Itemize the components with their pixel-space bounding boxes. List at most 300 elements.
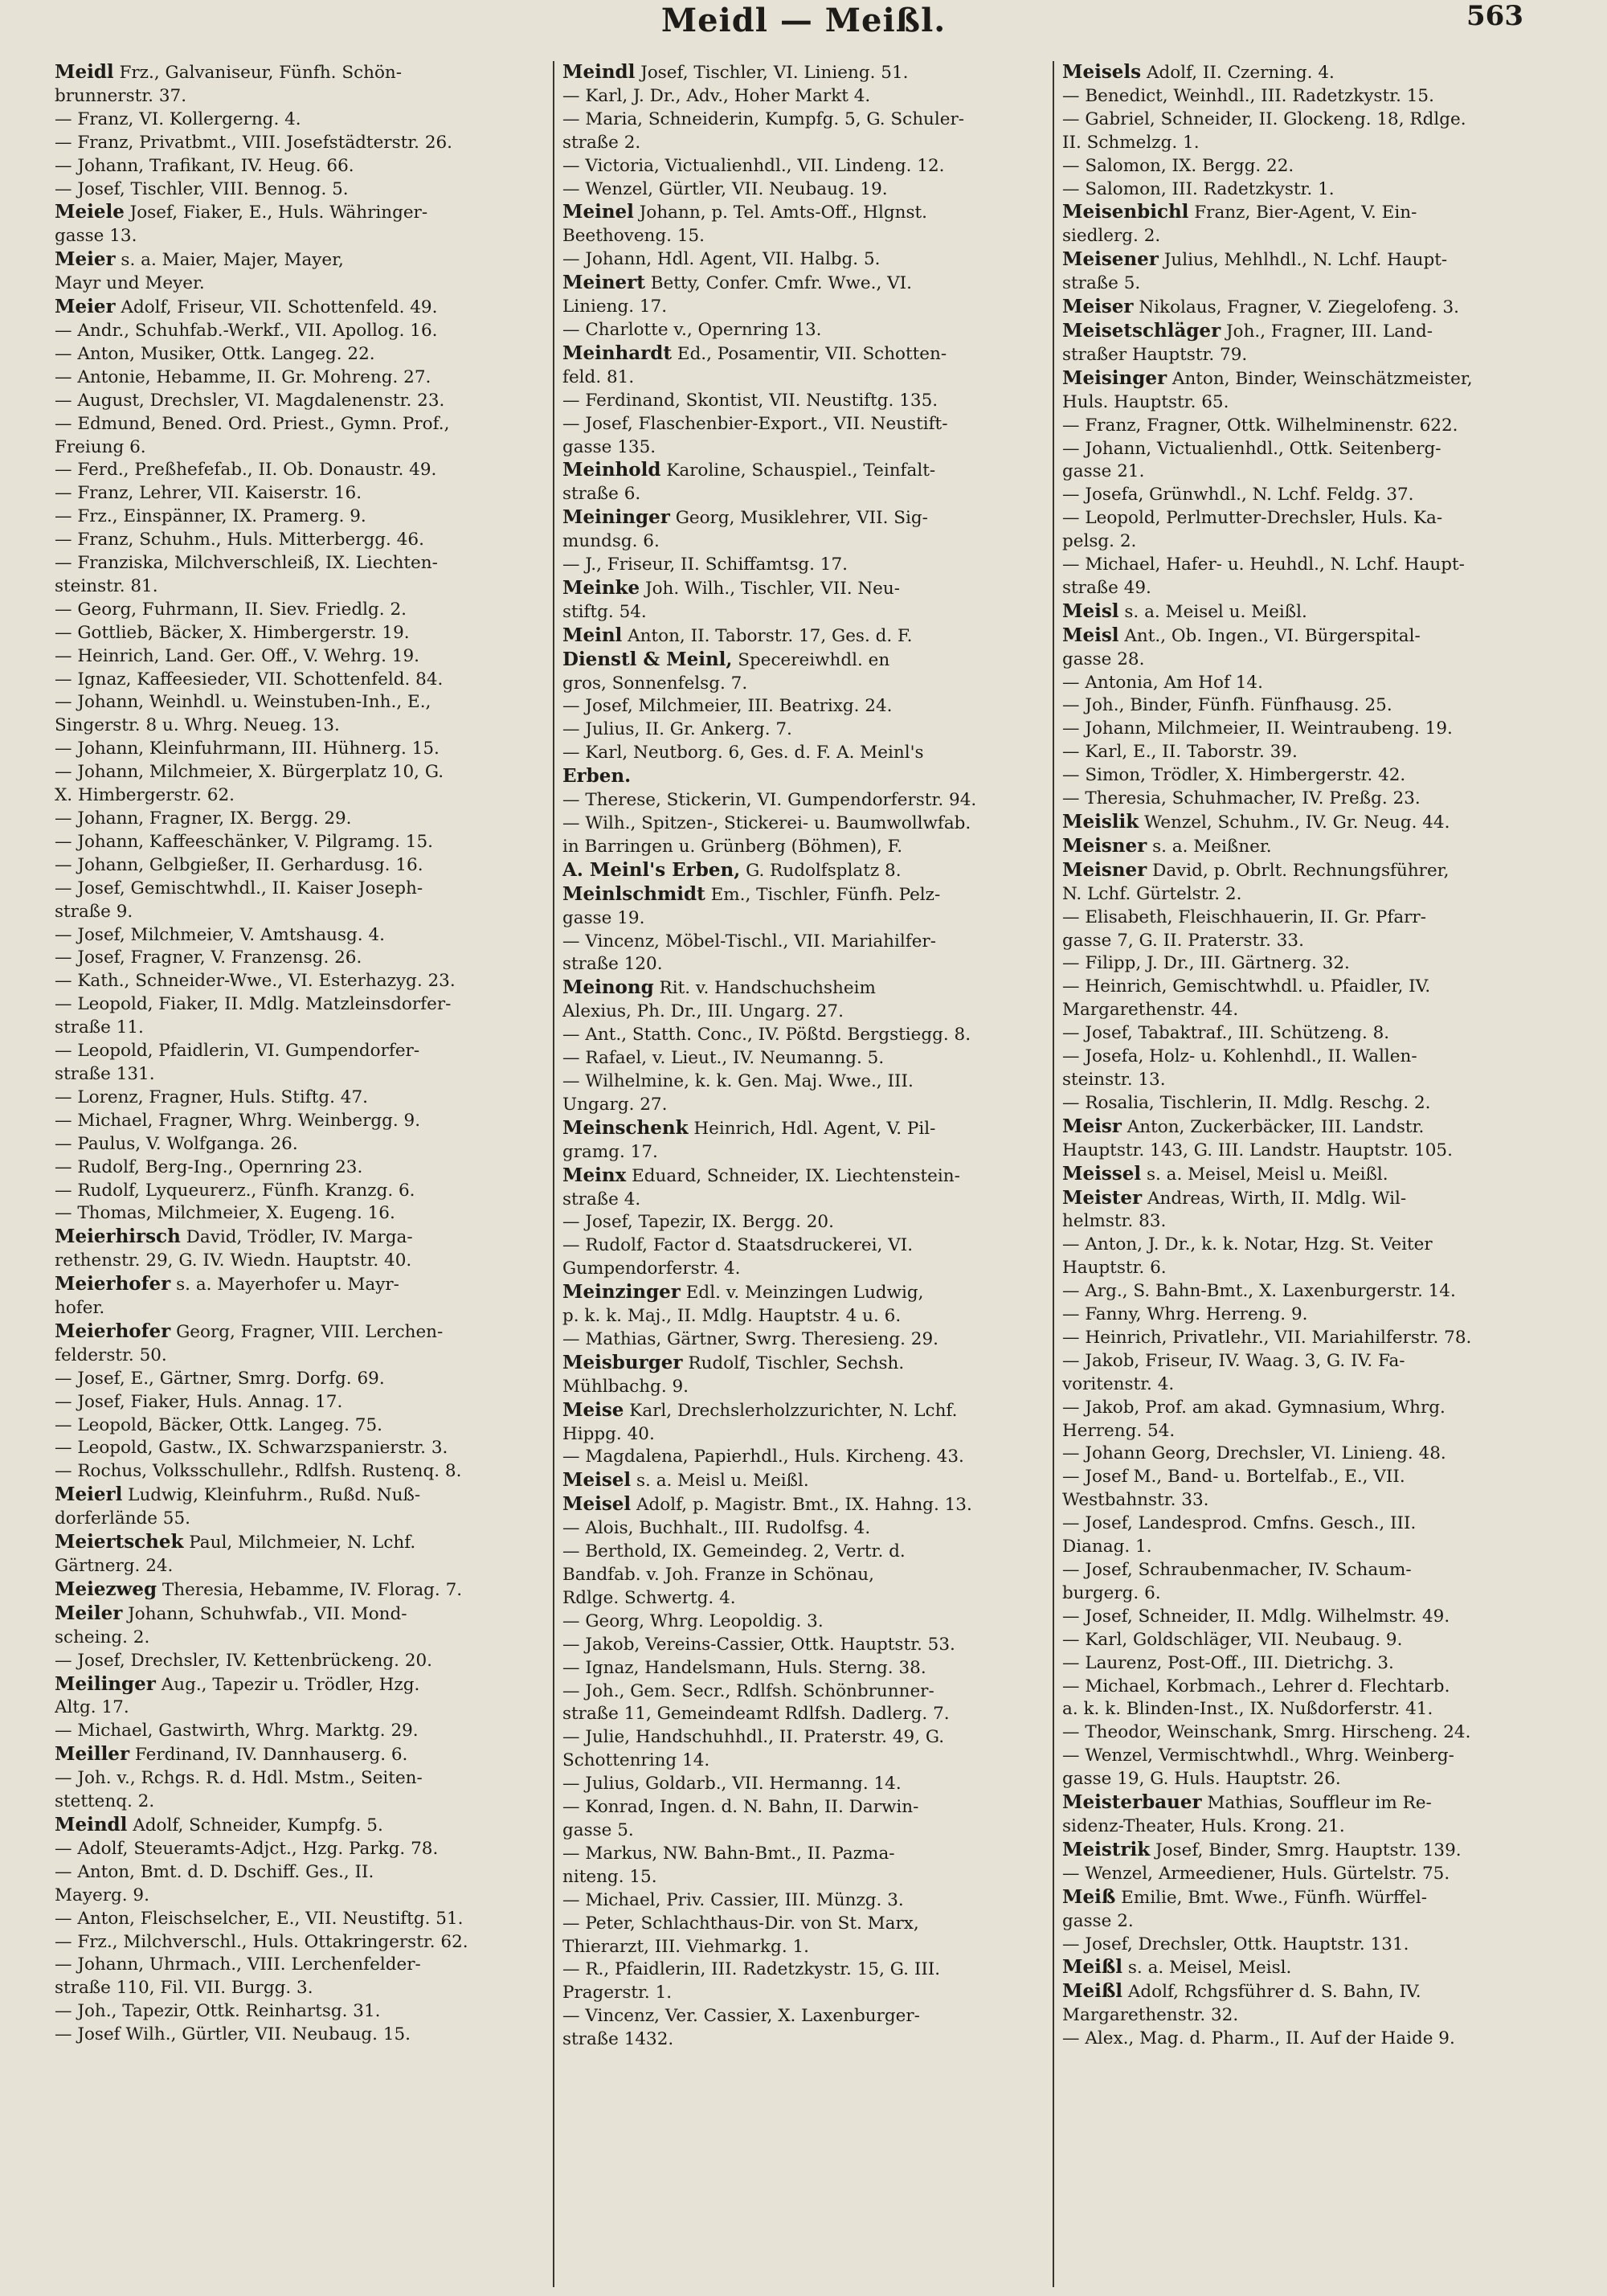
repeat-dash: —	[562, 85, 586, 106]
entry-text: Adolf, Friseur, VII. Schottenfeld. 49.	[115, 297, 438, 318]
repeat-dash: —	[55, 1041, 78, 1062]
directory-entry	[55, 1627, 545, 1650]
entry-text: X. Himbergerstr. 62.	[55, 785, 235, 806]
entry-text: Johann, Gelbgießer, II. Gerhardusg. 16.	[77, 854, 423, 875]
directory-entry	[1062, 1373, 1549, 1397]
entry-text: straße 110, Fil. VII. Burgg. 3.	[55, 1978, 313, 1999]
directory-entry	[1062, 2004, 1549, 2028]
entry-surname: Meiller	[55, 1743, 130, 1766]
repeat-dash: —	[55, 178, 78, 199]
directory-entry	[1062, 600, 1549, 624]
directory-entry	[1062, 1489, 1549, 1512]
repeat-dash: —	[1062, 695, 1086, 716]
entry-text: Fanny, Whrg. Herreng. 9.	[1085, 1304, 1308, 1325]
directory-entry	[562, 673, 1045, 696]
directory-entry	[562, 836, 1045, 859]
directory-entry	[55, 1156, 545, 1180]
entry-surname: Meisel	[562, 1469, 632, 1492]
entry-text: Arg., S. Bahn-Bmt., X. Laxenburgerstr. 14.	[1085, 1281, 1456, 1302]
directory-entry	[55, 599, 545, 622]
entry-text: Josef, Tapezir, IX. Bergg. 20.	[585, 1212, 834, 1233]
directory-entry	[562, 1587, 1045, 1610]
entry-text: Edmund, Bened. Ord. Priest., Gymn. Prof.,	[77, 413, 450, 434]
entry-text: straße 2.	[562, 132, 641, 153]
directory-entry	[1062, 530, 1549, 554]
directory-entry	[562, 1469, 1045, 1493]
entry-text: pelsg. 2.	[1062, 531, 1137, 552]
directory-entry	[1062, 788, 1549, 811]
repeat-dash: —	[55, 1461, 78, 1482]
directory-entry	[1062, 1863, 1549, 1886]
directory-entry	[1062, 1886, 1549, 1910]
entry-surname: Meisl	[1062, 624, 1119, 646]
entry-text: Wilh., Spitzen-, Stickerei- u. Baumwollwfab.	[585, 813, 971, 833]
repeat-dash: —	[562, 1235, 586, 1256]
entry-text: Heinrich, Privatlehr., VII. Mariahilferstr. 78.	[1085, 1327, 1472, 1348]
repeat-dash: —	[562, 1447, 586, 1467]
entry-text: Julius, Mehlhdl., N. Lchf. Haupt-	[1158, 250, 1448, 271]
repeat-dash: —	[55, 1414, 78, 1435]
entry-text: gasse 135.	[562, 436, 656, 457]
repeat-dash: —	[55, 1954, 78, 1975]
directory-entry	[562, 1258, 1045, 1281]
repeat-dash: —	[55, 692, 78, 713]
repeat-dash: —	[1062, 108, 1086, 129]
entry-text: straße 9.	[55, 901, 133, 922]
directory-entry	[1062, 1768, 1549, 1791]
entry-text: Joh., Gem. Secr., Rdlfsh. Schönbrunner-	[585, 1680, 934, 1701]
directory-entry	[55, 1814, 545, 1838]
entry-text: Josef M., Band- u. Bortelfab., E., VII.	[1085, 1467, 1405, 1488]
entry-text: Josef, Gemischtwhdl., II. Kaiser Joseph-	[77, 878, 423, 898]
entry-text: Karl, Goldschläger, VII. Neubaug. 9.	[1085, 1629, 1403, 1650]
entry-surname: Meißl	[1062, 1980, 1123, 2003]
entry-text: Gumpendorferstr. 4.	[562, 1259, 741, 1279]
repeat-dash: —	[562, 1541, 586, 1562]
repeat-dash: —	[55, 1861, 78, 1882]
entry-text: steinstr. 13.	[1062, 1069, 1166, 1090]
entry-surname: Meiertschek	[55, 1531, 184, 1553]
entry-surname: Meinke	[562, 576, 640, 599]
entry-text: Johann, Hdl. Agent, VII. Halbg. 5.	[585, 249, 881, 270]
repeat-dash: —	[562, 1634, 586, 1655]
directory-entry	[1062, 649, 1549, 672]
repeat-dash: —	[1062, 1046, 1086, 1067]
entry-surname: Meisburger	[562, 1351, 683, 1373]
directory-entry	[562, 225, 1045, 248]
repeat-dash: —	[55, 108, 78, 129]
repeat-dash: —	[1062, 1863, 1086, 1884]
entry-text: Altg. 17.	[55, 1697, 129, 1718]
directory-entry	[562, 61, 1045, 85]
directory-entry	[1062, 61, 1549, 85]
entry-text: mundsg. 6.	[562, 531, 660, 552]
repeat-dash: —	[1062, 85, 1086, 106]
entry-text: Franz, Privatbmt., VIII. Josefstädterstr. 26.	[77, 132, 453, 153]
entry-text: felderstr. 50.	[55, 1344, 167, 1365]
entry-text: Jakob, Prof. am akad. Gymnasium, Whrg.	[1085, 1397, 1445, 1418]
directory-entry	[1062, 907, 1549, 930]
directory-entry	[1062, 1582, 1549, 1606]
entry-text: Georg, Fuhrmann, II. Siev. Friedlg. 2.	[77, 599, 407, 620]
page-number: 563	[1466, 0, 1523, 32]
page-header	[0, 0, 1607, 48]
entry-text: Julius, II. Gr. Ankerg. 7.	[585, 719, 792, 740]
entry-surname: Meißl	[1062, 1956, 1123, 1979]
repeat-dash: —	[562, 178, 586, 199]
entry-text: gasse 13.	[55, 226, 137, 247]
repeat-dash: —	[55, 413, 78, 434]
entry-text: Mayr und Meyer.	[55, 273, 205, 294]
directory-entry	[1062, 415, 1549, 438]
entry-text: Vincenz, Ver. Cassier, X. Laxenburger-	[585, 2006, 920, 2027]
repeat-dash: —	[562, 696, 586, 717]
repeat-dash: —	[562, 1680, 586, 1701]
directory-entry	[1062, 1280, 1549, 1304]
directory-entry	[55, 1202, 545, 1226]
repeat-dash: —	[1062, 1304, 1086, 1325]
entry-text: stettenq. 2.	[55, 1791, 155, 1812]
entry-text: Leopold, Perlmutter-Drechsler, Huls. Ka-	[1085, 508, 1443, 529]
directory-entry	[562, 1328, 1045, 1352]
directory-entry	[562, 1889, 1045, 1913]
repeat-dash: —	[1062, 555, 1086, 575]
directory-entry	[1062, 1536, 1549, 1559]
entry-text: Aug., Tapezir u. Trödler, Hzg.	[155, 1674, 420, 1695]
directory-entry	[562, 1094, 1045, 1117]
entry-text: Josef, Binder, Smrg. Hauptstr. 139.	[1150, 1840, 1462, 1860]
repeat-dash: —	[1062, 907, 1086, 927]
entry-text: Berthold, IX. Gemeindeg. 2, Vertr. d.	[585, 1541, 906, 1562]
directory-entry	[562, 1750, 1045, 1773]
directory-entry	[55, 1040, 545, 1063]
directory-entry	[1062, 155, 1549, 178]
repeat-dash: —	[562, 413, 586, 434]
entry-text: Gottlieb, Bäcker, X. Himbergerstr. 19.	[77, 622, 410, 643]
repeat-dash: —	[55, 366, 78, 387]
repeat-dash: —	[1062, 672, 1086, 693]
directory-entry	[562, 953, 1045, 976]
entry-surname: Dienstl & Meinl,	[562, 648, 733, 670]
directory-entry	[562, 742, 1045, 765]
directory-entry	[562, 342, 1045, 366]
entry-text: Adolf, Schneider, Kumpfg. 5.	[127, 1815, 383, 1836]
entry-text: Leopold, Bäcker, Ottk. Langeg. 75.	[77, 1414, 382, 1435]
entry-text: p. k. k. Maj., II. Mdlg. Hauptstr. 4 u. 6.	[562, 1306, 902, 1327]
directory-entry	[55, 1791, 545, 1814]
directory-entry	[562, 1796, 1045, 1819]
entry-text: Kath., Schneider-Wwe., VI. Esterhazyg. 23.	[77, 971, 456, 992]
directory-entry	[55, 575, 545, 599]
repeat-dash: —	[55, 2024, 78, 2045]
entry-text: Hauptstr. 143, G. III. Landstr. Hauptstr. 105.	[1062, 1140, 1453, 1160]
directory-entry	[562, 1352, 1045, 1376]
entry-surname: Meisner	[1062, 858, 1147, 881]
repeat-dash: —	[55, 2001, 78, 2022]
directory-entry	[55, 1885, 545, 1908]
directory-entry	[55, 320, 545, 343]
repeat-dash: —	[562, 108, 586, 129]
entry-text: Edl. v. Meinzingen Ludwig,	[680, 1283, 924, 1304]
entry-text: Joh., Fragner, III. Land-	[1221, 321, 1433, 342]
entry-text: Gärtnerg. 24.	[55, 1556, 174, 1576]
repeat-dash: —	[55, 390, 78, 411]
directory-entry	[55, 1017, 545, 1040]
directory-entry	[1062, 1791, 1549, 1815]
directory-entry	[1062, 554, 1549, 577]
entry-text: Thomas, Milchmeier, X. Eugeng. 16.	[77, 1203, 395, 1224]
repeat-dash: —	[1062, 1023, 1086, 1044]
directory-entry	[1062, 272, 1549, 296]
entry-text: Schottenring 14.	[562, 1750, 710, 1771]
entry-text: Adolf, II. Czerning. 4.	[1141, 63, 1335, 83]
entry-text: Georg, Whrg. Leopoldig. 3.	[585, 1610, 824, 1631]
directory-entry	[55, 1250, 545, 1273]
entry-surname: Meinert	[562, 272, 645, 294]
entry-text: Johann, Fragner, IX. Bergg. 29.	[77, 808, 352, 829]
repeat-dash: —	[55, 1133, 78, 1154]
entry-text: Josef, Tabaktraf., III. Schützeng. 8.	[1085, 1023, 1390, 1044]
entry-text: Johann, Victualienhdl., Ottk. Seitenberg-	[1085, 438, 1441, 459]
repeat-dash: —	[562, 1025, 586, 1046]
entry-text: straße 11, Gemeindeamt Rdlfsh. Dadlerg. 7.	[562, 1704, 950, 1725]
repeat-dash: —	[1062, 1281, 1086, 1302]
entry-surname: Meinlschmidt	[562, 882, 705, 905]
directory-entry	[55, 669, 545, 692]
directory-entry	[1062, 694, 1549, 718]
entry-surname: Meisl	[1062, 600, 1119, 622]
directory-entry	[562, 931, 1045, 954]
entry-text: steinstr. 81.	[55, 575, 158, 596]
entry-text: Victoria, Victualienhdl., VII. Lindeng. 12.	[585, 155, 945, 176]
entry-text: gasse 5.	[562, 1819, 634, 1840]
repeat-dash: —	[55, 831, 78, 852]
directory-entry	[55, 2024, 545, 2047]
entry-text: Lorenz, Fragner, Huls. Stiftg. 47.	[77, 1087, 368, 1107]
directory-entry	[55, 1180, 545, 1203]
entry-text: Anton, J. Dr., k. k. Notar, Hzg. St. Veiter	[1085, 1234, 1433, 1255]
entry-surname: Meinl	[562, 624, 623, 646]
directory-entry	[55, 436, 545, 460]
repeat-dash: —	[1062, 765, 1086, 786]
directory-entry	[562, 2005, 1045, 2028]
directory-entry	[562, 155, 1045, 178]
entry-text: Paulus, V. Wolfganga. 26.	[77, 1133, 298, 1154]
entry-surname: Meier	[55, 296, 116, 318]
entry-text: Ferdinand, Skontist, VII. Neustiftg. 135.	[585, 390, 938, 411]
directory-entry	[1062, 1115, 1549, 1140]
repeat-dash: —	[1062, 1350, 1086, 1371]
repeat-dash: —	[562, 719, 586, 740]
directory-entry	[55, 1133, 545, 1156]
directory-entry	[562, 319, 1045, 342]
directory-columns	[47, 61, 1557, 2287]
directory-entry	[562, 132, 1045, 155]
directory-entry	[1062, 624, 1549, 649]
directory-entry	[55, 1414, 545, 1438]
directory-entry	[562, 1281, 1045, 1305]
entry-text: voritenstr. 4.	[1062, 1373, 1175, 1394]
entry-surname: Meisener	[1062, 248, 1159, 271]
directory-entry	[562, 577, 1045, 601]
entry-text: Rafael, v. Lieut., IV. Neumanng. 5.	[585, 1048, 885, 1069]
entry-text: G. Rudolfsplatz 8.	[740, 860, 902, 881]
repeat-dash: —	[1062, 1397, 1086, 1418]
entry-text: Josefa, Grünwhdl., N. Lchf. Feldg. 37.	[1085, 485, 1414, 505]
entry-text: Andreas, Wirth, II. Mdlg. Wil-	[1142, 1188, 1407, 1209]
directory-entry	[1062, 930, 1549, 953]
repeat-dash: —	[55, 1203, 78, 1224]
entry-text: Josef, Fiaker, E., Huls. Währinger-	[124, 203, 428, 223]
directory-entry	[1062, 1839, 1549, 1863]
repeat-dash: —	[1062, 508, 1086, 529]
directory-entry	[562, 601, 1045, 624]
directory-entry	[1062, 85, 1549, 108]
entry-text: gasse 19, G. Huls. Hauptstr. 26.	[1062, 1769, 1341, 1790]
entry-text: Salomon, IX. Bergg. 22.	[1085, 155, 1294, 176]
entry-text: Franz, Fragner, Ottk. Wilhelminenstr. 622.	[1085, 415, 1458, 436]
directory-entry	[562, 1982, 1045, 2005]
entry-text: David, p. Obrlt. Rechnungsführer,	[1147, 860, 1450, 881]
directory-entry	[562, 530, 1045, 554]
directory-entry	[55, 1578, 545, 1602]
entry-text: Rosalia, Tischlerin, II. Mdlg. Reschg. 2.	[1085, 1092, 1431, 1113]
entry-text: Ignaz, Handelsmann, Huls. Sterng. 38.	[585, 1657, 926, 1678]
entry-text: Margarethenstr. 44.	[1062, 1000, 1239, 1021]
entry-text: Herreng. 54.	[1062, 1420, 1176, 1441]
entry-text: Johann, Milchmeier, X. Bürgerplatz 10, G.	[77, 762, 444, 783]
directory-entry	[562, 1517, 1045, 1541]
entry-text: Karl, J. Dr., Adv., Hoher Markt 4.	[585, 85, 871, 106]
entry-text: Franz, Bier-Agent, V. Ein-	[1188, 203, 1417, 223]
directory-entry	[562, 1773, 1045, 1796]
entry-text: Eduard, Schneider, IX. Liechtenstein-	[626, 1165, 960, 1186]
entry-text: Rudolf, Tischler, Sechsh.	[682, 1353, 905, 1373]
directory-entry	[562, 1234, 1045, 1258]
entry-text: R., Pfaidlerin, III. Radetzkystr. 15, G. III.	[585, 1959, 941, 1980]
repeat-dash: —	[55, 947, 78, 968]
entry-surname: Meiezweg	[55, 1578, 157, 1600]
entry-text: Josef, Fiaker, Huls. Annag. 17.	[77, 1391, 343, 1412]
repeat-dash: —	[562, 555, 586, 575]
entry-surname: Meier	[55, 248, 116, 271]
entry-text: gasse 7, G. II. Praterstr. 33.	[1062, 930, 1304, 951]
entry-text: Hauptstr. 6.	[1062, 1258, 1167, 1279]
directory-entry	[562, 718, 1045, 742]
entry-text: Rudolf, Factor d. Staatsdruckerei, VI.	[585, 1235, 914, 1256]
directory-entry	[562, 1958, 1045, 1982]
entry-text: Theodor, Weinschank, Smrg. Hirscheng. 24.	[1085, 1722, 1471, 1743]
entry-text: Franz, VI. Kollergerng. 4.	[77, 108, 301, 129]
directory-entry	[1062, 672, 1549, 695]
directory-entry	[55, 761, 545, 784]
repeat-dash: —	[55, 1838, 78, 1859]
repeat-dash: —	[55, 971, 78, 992]
repeat-dash: —	[55, 669, 78, 690]
entry-surname: Meisinger	[1062, 366, 1167, 389]
entry-text: Johann, Trafikant, IV. Heug. 66.	[77, 155, 354, 176]
entry-surname: Meisr	[1062, 1115, 1122, 1137]
entry-text: s. a. Maier, Majer, Mayer,	[115, 250, 344, 271]
entry-text: gasse 21.	[1062, 461, 1145, 482]
directory-entry	[55, 1226, 545, 1250]
repeat-dash: —	[562, 2006, 586, 2027]
entry-text: Josef, E., Gärtner, Smrg. Dorfg. 69.	[77, 1368, 385, 1389]
directory-entry	[562, 1376, 1045, 1399]
directory-entry	[55, 529, 545, 552]
entry-text: Michael, Korbmach., Lehrer d. Flechtarb.	[1085, 1676, 1450, 1696]
repeat-dash: —	[1062, 1722, 1086, 1743]
directory-entry	[1062, 344, 1549, 367]
directory-entry	[562, 789, 1045, 812]
directory-entry	[1062, 108, 1549, 132]
entry-text: Thierarzt, III. Viehmarkg. 1.	[562, 1936, 809, 1957]
entry-text: feld. 81.	[562, 366, 635, 387]
entry-text: straße 120.	[562, 954, 663, 975]
entry-text: Joh., Binder, Fünfh. Fünfhausg. 25.	[1085, 695, 1392, 716]
entry-text: Ludwig, Kleinfuhrm., Rußd. Nuß-	[122, 1485, 421, 1506]
repeat-dash: —	[562, 1212, 586, 1233]
directory-entry	[562, 506, 1045, 530]
entry-text: Johann, Uhrmach., VIII. Lerchenfelder-	[77, 1954, 421, 1975]
page-title: Meidl — Meißl.	[660, 2, 947, 39]
repeat-dash: —	[55, 1391, 78, 1412]
entry-text: Anton, Bmt. d. D. Dschiff. Ges., II.	[77, 1861, 374, 1882]
entry-text: Andr., Schuhfab.-Werkf., VII. Apollog. 16.	[77, 320, 438, 341]
entry-text: Johann, p. Tel. Amts-Off., Hlgnst.	[633, 203, 927, 223]
repeat-dash: —	[562, 790, 586, 811]
directory-entry	[55, 1437, 545, 1460]
entry-text: s. a. Meisel, Meisl.	[1122, 1958, 1292, 1979]
directory-entry	[562, 1211, 1045, 1234]
entry-surname: Meisner	[1062, 834, 1147, 857]
directory-entry	[55, 1087, 545, 1110]
repeat-dash: —	[55, 553, 78, 574]
repeat-dash: —	[562, 1328, 586, 1349]
directory-entry	[562, 554, 1045, 577]
directory-entry	[562, 1493, 1045, 1517]
directory-entry	[1062, 1092, 1549, 1115]
repeat-dash: —	[55, 1180, 78, 1201]
directory-entry	[1062, 1745, 1549, 1768]
repeat-dash: —	[55, 1721, 78, 1741]
directory-entry	[55, 413, 545, 436]
entry-text: Anton, Musiker, Ottk. Langeg. 22.	[77, 343, 375, 364]
repeat-dash: —	[1062, 1443, 1086, 1464]
entry-text: Julie, Handschuhhdl., II. Praterstr. 49, G.	[585, 1727, 945, 1748]
repeat-dash: —	[55, 622, 78, 643]
entry-surname: Meiele	[55, 201, 125, 223]
entry-text: Franziska, Milchverschleiß, IX. Liechten-	[77, 553, 438, 574]
entry-text: Josef, Tischler, VI. Linieng. 51.	[635, 63, 909, 83]
entry-text: Adolf, p. Magistr. Bmt., IX. Hahng. 13.	[631, 1495, 972, 1516]
directory-entry	[1062, 1934, 1549, 1957]
repeat-dash: —	[55, 1908, 78, 1929]
repeat-dash: —	[562, 1657, 586, 1678]
repeat-dash: —	[562, 813, 586, 833]
directory-entry	[562, 1913, 1045, 1936]
entry-surname: Meindl	[562, 61, 636, 83]
directory-entry	[55, 2000, 545, 2024]
entry-text: Franz, Schuhm., Huls. Mitterbergg. 46.	[77, 530, 424, 550]
entry-text: Michael, Fragner, Whrg. Weinbergg. 9.	[77, 1110, 421, 1131]
directory-entry	[1062, 1140, 1549, 1163]
entry-text: Joh. Wilh., Tischler, VII. Neu-	[640, 578, 901, 599]
directory-entry	[1062, 1420, 1549, 1443]
directory-entry	[562, 1399, 1045, 1423]
repeat-dash: —	[55, 645, 78, 666]
directory-entry	[1062, 296, 1549, 320]
